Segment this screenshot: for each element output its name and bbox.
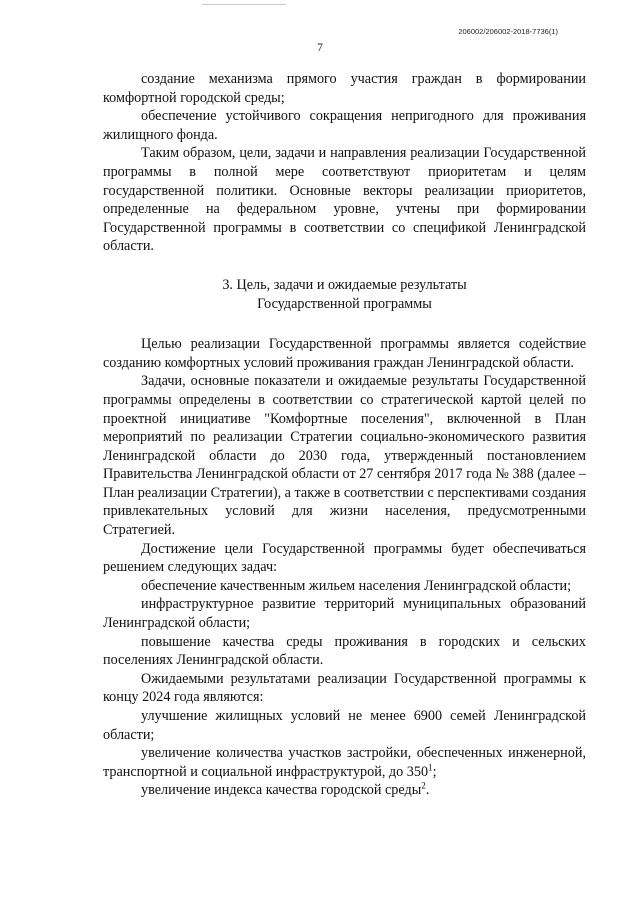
paragraph: обеспечение устойчивого сокращения непригодного для проживания жилищного фонда. bbox=[103, 108, 586, 143]
page-number: 7 bbox=[317, 42, 323, 54]
paragraph: Целью реализации Государственной программы является содействие созданию комфортных условий проживания граждан Ленинградской области. bbox=[103, 336, 586, 371]
list-item-with-footnote bbox=[103, 744, 586, 781]
paragraph: Достижение цели Государственной программы будет обеспечиваться решением следующих задач: bbox=[103, 540, 586, 576]
section-heading-line-2: Государственной программы bbox=[257, 295, 432, 312]
document-body bbox=[103, 70, 586, 800]
paragraph: создание механизма прямого участия граждан в формировании комфортной городской среды; bbox=[103, 71, 586, 106]
section-heading-line-1: 3. Цель, задачи и ожидаемые результаты bbox=[222, 276, 467, 293]
paragraph: Таким образом, цели, задачи и направления реализации Государственной программы в полной мере соответствуют приоритетам и целям государственной политики. Основные векторы реализации приоритетов, определенные на федеральном уровне, учтены при формировании Государственной программы в соответствии со спецификой Ленинградской области. bbox=[103, 145, 586, 255]
list-item-end: ; bbox=[432, 763, 437, 780]
paragraph: Ожидаемыми результатами реализации Государственной программы к концу 2024 года являются: bbox=[103, 670, 586, 706]
document-id: 206002/206002-2018-7736(1) bbox=[458, 27, 558, 36]
top-rule bbox=[202, 4, 286, 5]
list-item: инфраструктурное развитие территорий муниципальных образований Ленинградской области; bbox=[103, 596, 586, 632]
list-item: улучшение жилищных условий не менее 6900 семей Ленинградской области; bbox=[103, 708, 586, 743]
list-item-text: увеличение индекса качества городской среды bbox=[141, 782, 422, 799]
footnote-marker: 2 bbox=[421, 780, 426, 791]
footnote-marker: 1 bbox=[428, 762, 433, 773]
list-item: повышение качества среды проживания в городских и сельских поселениях Ленинградской области. bbox=[103, 633, 586, 669]
list-item-text: увеличение количества участков застройки, обеспеченных инженерной, транспортной и социальной инфраструктурой, до 350 bbox=[103, 745, 586, 780]
list-item: обеспечение качественным жильем населения Ленинградской области; bbox=[141, 577, 572, 594]
paragraph: Задачи, основные показатели и ожидаемые результаты Государственной программы определены в соответствии со стратегической картой целей по проектной инициативе "Комфортные поселения", включенной в План мероприятий по реализации Стратегии социально-экономического развития Ленинградской области до 2030 года, утвержденный постановлением Правительства Ленинградской области от 27 сентября 2017 года № 388 (далее – План реализации Стратегии), а также в соответствии с перспективами создания привлекательных условий для жизни населения, предусмотренными Стратегией. bbox=[103, 373, 586, 539]
list-item-end: . bbox=[425, 782, 430, 799]
list-item-with-footnote bbox=[103, 781, 586, 800]
